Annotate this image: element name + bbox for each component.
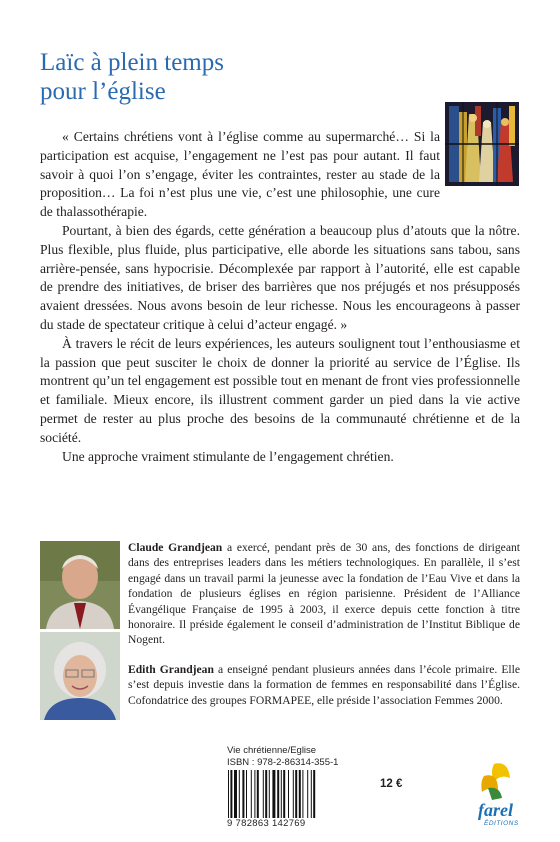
isbn-block xyxy=(227,745,357,768)
book-title xyxy=(40,48,224,106)
author-bio-text: a exercé, pendant près de 30 ans, des fonctions de dirigeant dans des entreprises leaders dans les métiers technologiques. En parallèle, il s’est engagé dans un travail parmi la jeunesse avec la fondation de l’Eau Vive et dans la fondation de plusieurs églises en région parisienne. Président de l’Alliance Évangélique Française de 1995 à 2003, il exerce depuis cette fonction à titre honoraire. Il préside également le conseil d’administration de l’Institut Biblique de Nogent. xyxy=(128,541,520,647)
publisher-name: farel xyxy=(478,800,513,820)
quote-paragraph-1: « Certains chrétiens vont à l’église comme au supermarché… Si la participation est acquise, l’engagement ne l’est pas pour autant. Il faut savoir à quoi l’on s’engage, éviter les contraintes, rester au stade de la proposition… La foi n’est plus une vie, c’est une philosophie, une cure de thalassothérapie. xyxy=(40,129,440,220)
quote-paragraph-2: Pourtant, à bien des égards, cette génération a beaucoup plus d’atouts que la nôtre. Plus flexible, plus fluide, plus participative, elle aborde les situations sans tabou, sans arrière-pensée, sans hypocrisie. Décomplexée par rapport à l’autorité, elle est capable de prendre des initiatives, de briser des barrières que nos préjugés et nos présupposés avaient dressées. Nous avons besoin de leur richesse. Nous les encourageons à passer du stade de spectateur critique à celui d’acteur engagé. » xyxy=(40,222,520,332)
category-label: Vie chrétienne/Eglise xyxy=(227,745,317,756)
title-line-1: Laïc à plein temps xyxy=(40,49,224,76)
title-line-2: pour l’église xyxy=(40,78,166,105)
author-name: Claude Grandjean xyxy=(128,541,223,554)
price: 12 € xyxy=(380,778,403,790)
author-bio-claude xyxy=(128,540,520,648)
description-paragraph: À travers le récit de leurs expériences, les auteurs soulignent tout l’enthousiasme et la passion que peut susciter le choix de donner la priorité au service de l’Église. Ils montrent qu’un tel engagement est possible tout en menant de front vies professionnelle et familiale. Mieux encore, ils illustrent comment garder un pied dans la vie active permet de rester au plus proche des besoins de la communauté chrétienne et de la société. xyxy=(40,335,520,445)
claude-grandjean-photo xyxy=(40,541,120,629)
author-bio-text: a enseigné pendant plusieurs années dans l’école primaire. Elle s’est depuis investie dans la formation de femmes en responsabilité dans l’Église. Cofondatrice des groupes FORMAPEE, elle préside l’association Femmes 2000. xyxy=(128,663,521,707)
publisher-sub: ÉDITIONS xyxy=(484,820,519,827)
barcode xyxy=(227,770,349,818)
author-name: Edith Grandjean xyxy=(128,663,214,676)
barcode-digits: 9 782863 142769 xyxy=(227,818,306,829)
closing-paragraph: Une approche vraiment stimulante de l’engagement chrétien. xyxy=(62,448,394,464)
isbn-label: ISBN : 978-2-86314-355-1 xyxy=(227,756,339,768)
author-bio-edith xyxy=(128,662,520,708)
edith-grandjean-photo xyxy=(40,632,120,720)
back-cover-text xyxy=(40,128,520,466)
